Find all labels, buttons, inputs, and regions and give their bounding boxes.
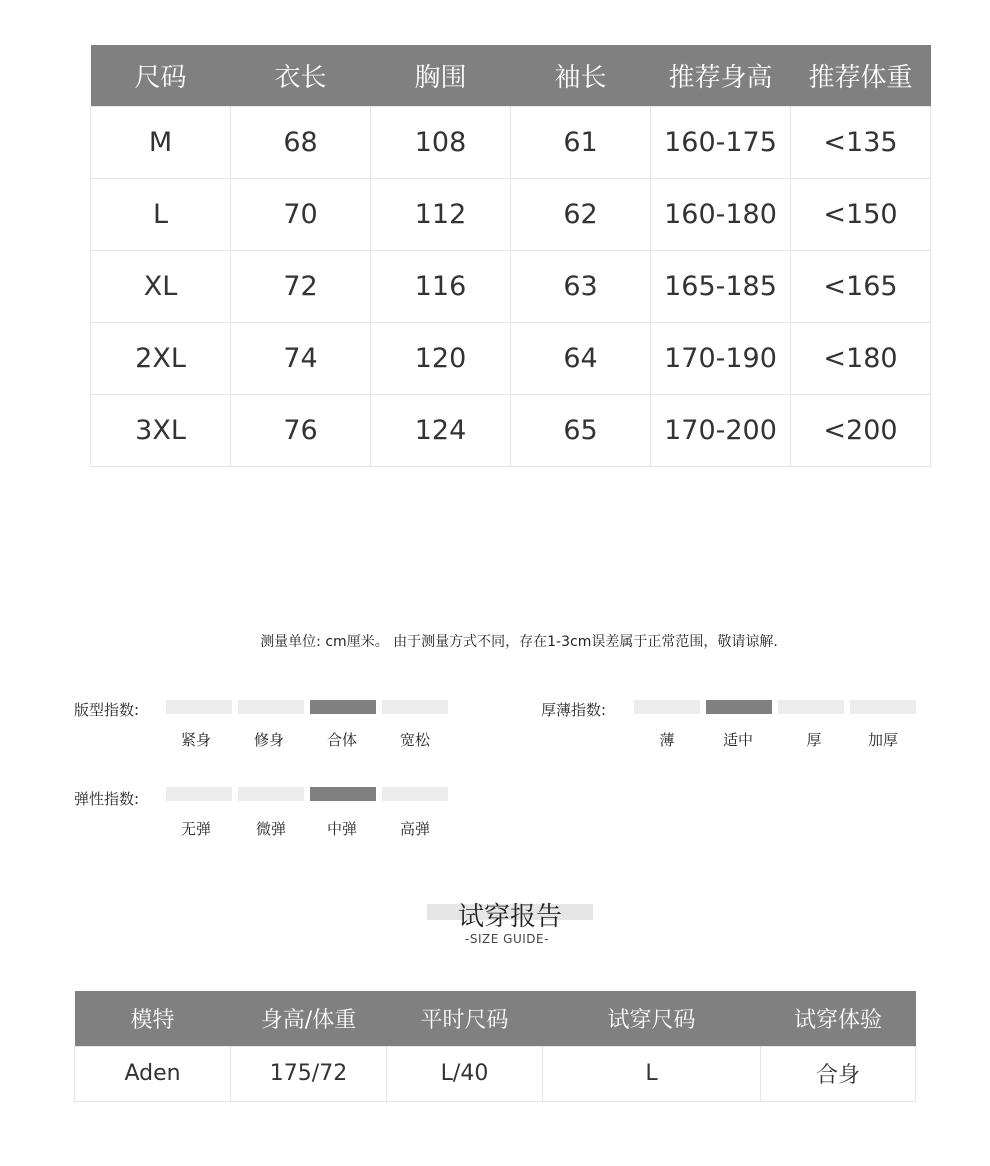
elasticity-index-label: 弹性指数: [74, 790, 140, 808]
table-cell: M [91, 106, 231, 178]
fit-option-label: 修身 [253, 731, 284, 749]
table-cell: XL [91, 250, 231, 322]
table-cell: 68 [231, 106, 371, 178]
table-cell: 63 [511, 250, 651, 322]
fit-report-table [74, 991, 916, 1102]
elasticity-scale-bar [310, 787, 376, 801]
table-cell: 124 [371, 394, 511, 466]
elasticity-scale-bar [382, 787, 448, 801]
table-cell: 160-180 [651, 178, 791, 250]
thickness-scale-bar [778, 700, 844, 714]
table-row [91, 178, 931, 250]
weight-column-header: 推荐体重 [791, 45, 931, 106]
table-cell: <150 [791, 178, 931, 250]
table-cell: <135 [791, 106, 931, 178]
thickness-scale-bar [634, 700, 700, 714]
report-subtitle: -SIZE GUIDE- [465, 932, 549, 946]
table-row [91, 250, 931, 322]
table-cell: 120 [371, 322, 511, 394]
chest-column-header: 胸围 [371, 45, 511, 106]
table-cell: L [543, 1046, 761, 1101]
elasticity-scale-bar [238, 787, 304, 801]
table-row [91, 322, 931, 394]
experience-column-header: 试穿体验 [761, 991, 916, 1046]
table-cell: 72 [231, 250, 371, 322]
elasticity-option-label: 无弹 [180, 820, 211, 838]
report-title: 试穿报告 [457, 902, 562, 932]
thickness-scale-bar [706, 700, 772, 714]
table-row [75, 1046, 916, 1101]
table-cell: 64 [511, 322, 651, 394]
tried-size-column-header: 试穿尺码 [543, 991, 761, 1046]
table-cell: Aden [75, 1046, 231, 1101]
table-cell: 3XL [91, 394, 231, 466]
table-row [91, 394, 931, 466]
thickness-option-label: 适中 [722, 731, 753, 749]
measurement-note: 测量单位: cm厘米。 由于测量方式不同，存在1-3cm误差属于正常范围，敬请谅解. [260, 634, 778, 650]
table-cell: 116 [371, 250, 511, 322]
fit-scale-bar [310, 700, 376, 714]
height-weight-column-header: 身高/体重 [231, 991, 387, 1046]
fit-option-label: 紧身 [180, 731, 211, 749]
table-cell: 62 [511, 178, 651, 250]
table-cell: <180 [791, 322, 931, 394]
table-cell: 170-200 [651, 394, 791, 466]
table-cell: L [91, 178, 231, 250]
fit-report-header-row [75, 991, 916, 1046]
elasticity-option-label: 高弹 [399, 820, 430, 838]
table-cell: 170-190 [651, 322, 791, 394]
table-cell: 合身 [761, 1046, 916, 1101]
table-row [91, 106, 931, 178]
thickness-scale-bar [850, 700, 916, 714]
fit-index-label: 版型指数: [74, 701, 140, 719]
sleeve-column-header: 袖长 [511, 45, 651, 106]
table-cell: 160-175 [651, 106, 791, 178]
table-cell: 112 [371, 178, 511, 250]
usual-size-column-header: 平时尺码 [387, 991, 543, 1046]
table-cell: 74 [231, 322, 371, 394]
fit-scale-bar [238, 700, 304, 714]
table-cell: 70 [231, 178, 371, 250]
table-cell: 61 [511, 106, 651, 178]
table-cell: 65 [511, 394, 651, 466]
size-column-header: 尺码 [91, 45, 231, 106]
thickness-option-label: 薄 [659, 731, 675, 749]
thickness-option-label: 厚 [806, 731, 822, 749]
table-cell: <200 [791, 394, 931, 466]
fit-option-label: 宽松 [399, 731, 430, 749]
elasticity-scale-bar [166, 787, 232, 801]
table-cell: 175/72 [231, 1046, 387, 1101]
thickness-index-label: 厚薄指数: [541, 701, 607, 719]
size-chart-header-row [91, 45, 931, 106]
fit-scale-bar [382, 700, 448, 714]
elasticity-option-label: 中弹 [326, 820, 357, 838]
table-cell: 76 [231, 394, 371, 466]
thickness-option-label: 加厚 [867, 731, 898, 749]
elasticity-option-label: 微弹 [255, 820, 286, 838]
height-column-header: 推荐身高 [651, 45, 791, 106]
table-cell: 108 [371, 106, 511, 178]
length-column-header: 衣长 [231, 45, 371, 106]
table-cell: 2XL [91, 322, 231, 394]
table-cell: L/40 [387, 1046, 543, 1101]
table-cell: <165 [791, 250, 931, 322]
fit-option-label: 合体 [326, 731, 357, 749]
model-column-header: 模特 [75, 991, 231, 1046]
fit-scale-bar [166, 700, 232, 714]
size-chart-table [90, 45, 931, 467]
table-cell: 165-185 [651, 250, 791, 322]
